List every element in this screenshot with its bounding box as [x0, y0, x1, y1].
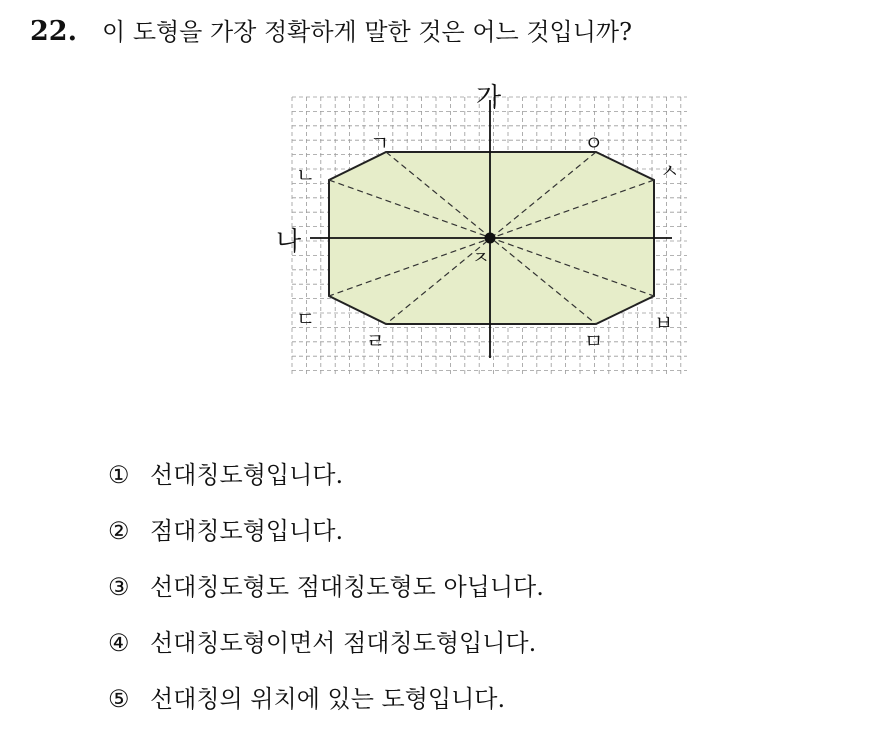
choice-2[interactable] — [108, 511, 828, 567]
choice-1[interactable] — [108, 455, 828, 511]
choice-text: 선대칭도형이면서 점대칭도형입니다. — [150, 629, 537, 657]
choice-4[interactable] — [108, 623, 828, 679]
vertex-label-r: ㄹ — [366, 329, 386, 353]
question-header — [30, 12, 632, 52]
center-label-j: ㅈ — [472, 248, 490, 269]
octagon-figure — [270, 74, 700, 394]
choice-number: ④ — [108, 629, 130, 657]
choice-text: 선대칭도형도 점대칭도형도 아닙니다. — [150, 573, 544, 601]
choice-text: 점대칭도형입니다. — [150, 517, 344, 545]
choice-number: ③ — [108, 573, 130, 601]
vertex-label-s: ㅅ — [660, 159, 680, 183]
question-number: 22. — [30, 16, 77, 47]
center-point — [485, 233, 496, 244]
axis-label-ga: 가 — [476, 83, 502, 113]
choice-3[interactable] — [108, 567, 828, 623]
axis-label-na: 나 — [276, 227, 302, 257]
question-text: 이 도형을 가장 정확하게 말한 것은 어느 것입니까? — [102, 18, 632, 46]
vertex-label-b: ㅂ — [654, 311, 674, 335]
choice-5[interactable] — [108, 679, 828, 735]
vertex-label-n: ㄴ — [296, 163, 316, 187]
choice-text: 선대칭도형입니다. — [150, 461, 344, 489]
vertex-label-m: ㅁ — [584, 329, 604, 353]
choice-number: ⑤ — [108, 685, 130, 713]
vertex-label-g: ㄱ — [370, 131, 390, 155]
answer-choices — [108, 455, 828, 735]
vertex-label-d: ㄷ — [296, 307, 316, 331]
choice-number: ① — [108, 461, 130, 489]
vertex-label-o: ㅇ — [584, 131, 604, 155]
choice-text: 선대칭의 위치에 있는 도형입니다. — [150, 685, 506, 713]
choice-number: ② — [108, 517, 130, 545]
